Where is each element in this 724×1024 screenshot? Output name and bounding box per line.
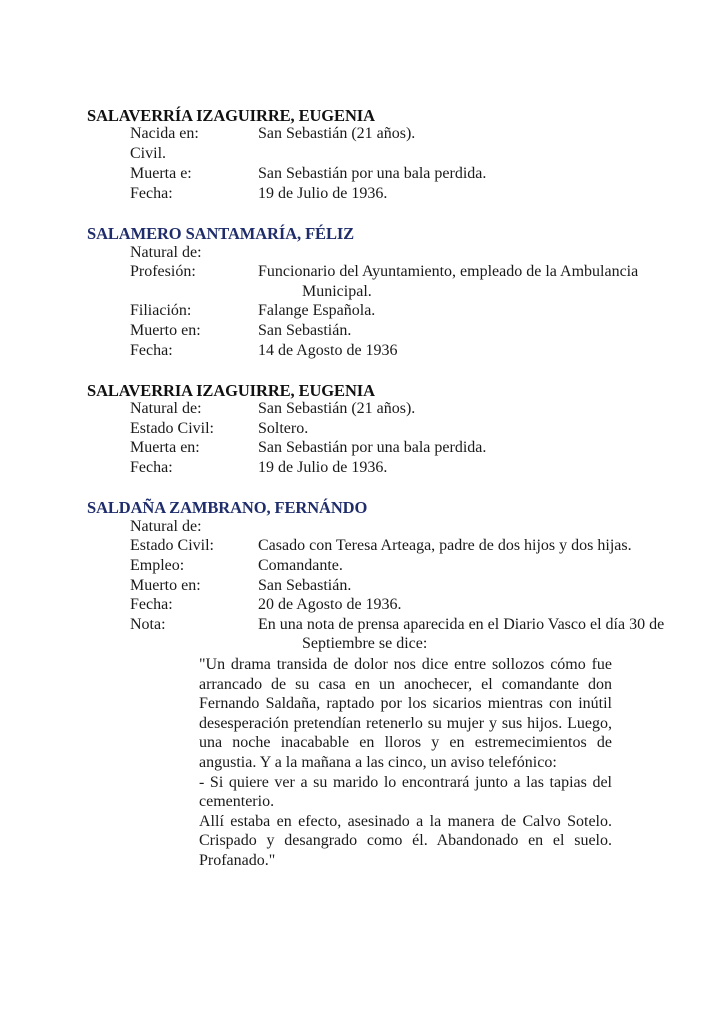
field-value: Falange Española. <box>258 302 376 319</box>
quote-paragraph: Allí estaba en efecto, asesinado a la manera de Calvo Sotelo. Crispado y desangrado como él. Abandonado en el suelo. Profanado." <box>199 812 612 869</box>
field-value: 19 de Julio de 1936. <box>258 459 388 476</box>
field-label: Muerto en: <box>130 577 201 594</box>
field-value: San Sebastián. <box>258 322 352 339</box>
field-label: Natural de: <box>130 518 202 535</box>
quote-paragraph: "Un drama transida de dolor nos dice entre sollozos cómo fue arrancado de su casa en un anochecer, el comandante don Fernando Saldaña, raptado por los sicarios mientras con inútil desesperación pretendían retenerlo su mujer y sus hijos. Luego, una noche inacabable en lloros y en estremecimientos de angustia. Y a la mañana a las cinco, un aviso telefónico: <box>199 656 612 771</box>
field-label: Empleo: <box>130 557 185 574</box>
field-label: Estado Civil: <box>130 537 214 554</box>
field-value: Funcionario del Ayuntamiento, empleado de la Ambulancia <box>258 263 639 280</box>
field-label: Fecha: <box>130 342 173 359</box>
entry-title: SALAVERRÍA IZAGUIRRE, EUGENIA <box>87 106 375 125</box>
field-label: Muerto en: <box>130 322 201 339</box>
field-label: Muerta en: <box>130 439 200 456</box>
field-value: Casado con Teresa Arteaga, padre de dos hijos y dos hijas. <box>258 537 632 554</box>
entry-title: SALAVERRIA IZAGUIRRE, EUGENIA <box>87 381 375 400</box>
press-quote <box>199 655 612 871</box>
field-value: San Sebastián por una bala perdida. <box>258 439 487 456</box>
field-value-continuation: Septiembre se dice: <box>302 635 428 652</box>
field-value: San Sebastián. <box>258 577 352 594</box>
field-label: Nota: <box>130 616 166 633</box>
field-value-continuation: Municipal. <box>302 283 372 300</box>
field-value: 14 de Agosto de 1936 <box>258 342 398 359</box>
field-value: Soltero. <box>258 420 309 437</box>
field-label: Filiación: <box>130 302 192 319</box>
field-label: Natural de: <box>130 244 202 261</box>
field-value: 20 de Agosto de 1936. <box>258 596 402 613</box>
field-label: Civil. <box>130 145 167 162</box>
field-value: 19 de Julio de 1936. <box>258 185 388 202</box>
field-label: Natural de: <box>130 400 202 417</box>
quote-paragraph: - Si quiere ver a su marido lo encontrará junto a las tapias del cementerio. <box>199 773 612 811</box>
field-value: Comandante. <box>258 557 343 574</box>
field-label: Fecha: <box>130 185 173 202</box>
field-label: Estado Civil: <box>130 420 214 437</box>
field-value: San Sebastián por una bala perdida. <box>258 165 487 182</box>
field-label: Profesión: <box>130 263 196 280</box>
field-label: Muerta e: <box>130 165 192 182</box>
field-value: San Sebastián (21 años). <box>258 400 416 417</box>
entry-title: SALAMERO SANTAMARÍA, FÉLIZ <box>87 224 355 243</box>
field-label: Nacida en: <box>130 125 199 142</box>
field-label: Fecha: <box>130 459 173 476</box>
field-value: En una nota de prensa aparecida en el Diario Vasco el día 30 de <box>258 616 665 633</box>
field-label: Fecha: <box>130 596 173 613</box>
field-value: San Sebastián (21 años). <box>258 125 416 142</box>
entry-title: SALDAÑA ZAMBRANO, FERNÁNDO <box>87 498 368 517</box>
